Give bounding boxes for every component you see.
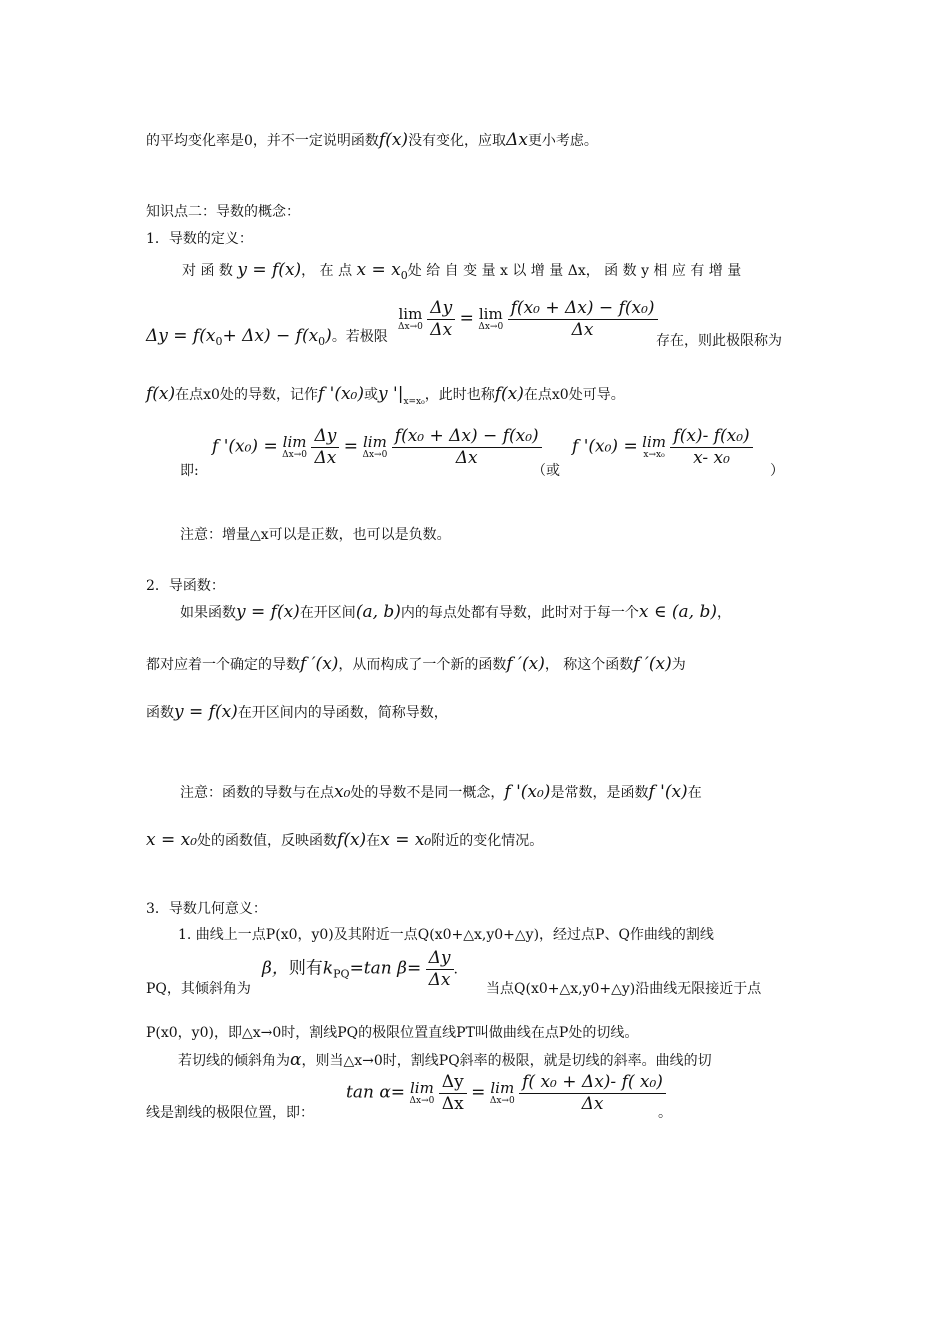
- math-fx: f(x): [146, 384, 176, 404]
- math: + Δx) − f(x: [222, 326, 319, 346]
- derivative-formula: f '(x₀) = lim Δx→0 $\frac{\Delta y}{\Delta x}$ = lim Δx→0 $\frac{\text{f(x₀ + Δx) − f(x₀)}}{\Delta x}$: [212, 428, 542, 467]
- math-fx: f(x): [494, 384, 524, 404]
- note-derivative-line-2: x = x₀处的函数值，反映函数f(x)在x = x₀附近的变化情况。: [146, 830, 544, 850]
- lim-3: lim Δx→0: [282, 433, 307, 460]
- geometric-line-2b: 当点Q(x0+△x,y0+△y)沿曲线无限接近于点: [486, 981, 762, 997]
- math-yprime: y '|: [378, 384, 404, 404]
- math-sub: 0: [400, 269, 408, 282]
- text: 更小考虑。: [527, 133, 598, 149]
- subheading-derivative-function: 2．导函数：: [146, 578, 225, 594]
- math: ): [325, 326, 332, 346]
- text: 在点x0处可导。: [523, 387, 625, 403]
- derivative-function-line-3: 函数y = f(x)在开区间内的导函数，简称导数，: [146, 702, 448, 722]
- lim-2: lim Δx→0: [478, 305, 504, 332]
- close-paren: ）: [770, 463, 784, 479]
- math-y-eq: y = f(x): [237, 260, 302, 280]
- subheading-definition: 1．导数的定义：: [146, 231, 253, 247]
- section-heading: 知识点二：导数的概念：: [146, 204, 300, 220]
- math-x-eq: [357, 260, 408, 280]
- tangent-formula: tan α= lim Δx→0 $\frac{\Delta y}{\Delta x}$ = lim Δx→0 $\frac{\text{f( x₀ + Δx)- f( x₀)}}{\Delta x}$: [346, 1074, 666, 1113]
- math-sub: x=x₀: [403, 397, 425, 407]
- paragraph-avg-rate: [146, 132, 598, 149]
- note-derivative-line-1: 注意：函数的导数与在点x₀处的导数不是同一概念，f '(x₀)是常数，是函数f '(x)在: [180, 782, 702, 802]
- period: 。: [658, 1105, 672, 1121]
- subheading-geometric: 3．导数几何意义：: [146, 901, 267, 917]
- text: 处 给 自 变 量 x 以 增 量 Δx， 函 数 y 相 应 有 增 量: [407, 263, 742, 279]
- math: Δy = f(x: [146, 326, 216, 346]
- geometric-line-4: 若切线的倾斜角为α，则当△x→0时，割线PQ斜率的极限，就是切线的斜率。曲线的切: [178, 1050, 712, 1070]
- limit-formula: lim Δx→0 $\frac{\Delta y}{\Delta x}$ = lim Δx→0 $\frac{\text{f(x₀ + Δx) − f(x₀)}}{\Delta x}$: [398, 300, 658, 339]
- text: 没有变化，应取: [408, 133, 507, 149]
- lim-1: lim Δx→0: [398, 305, 423, 332]
- math-dx: Δx: [506, 130, 528, 150]
- math-delta-y: $\Delta y = f(x_0+ \Delta x) - f(x_0)$: [146, 326, 332, 348]
- frac-dy-dx: $\frac{\Delta y}{\Delta x}$: [427, 300, 455, 339]
- lim-4: lim Δx→0: [362, 433, 388, 460]
- note-increment: 注意：增量△x可以是正数，也可以是负数。: [180, 527, 451, 543]
- text: 对 函 数: [182, 263, 233, 279]
- slope-formula: β，则有$k_{PQ}=\tan$ β= $\frac{\Delta y}{\Delta x}$ .: [262, 948, 458, 990]
- geometric-line-2a: PQ，其倾斜角为: [146, 981, 251, 997]
- geometric-line-1: 1. 曲线上一点P(x0，y0)及其附近一点Q(x0+△x,y0+△y)，经过点P、Q作曲线的割线: [178, 927, 714, 943]
- frac-main: $\frac{\text{f(x₀ + Δx) − f(x₀)}}{\Delta x}$: [508, 300, 658, 339]
- alt-derivative-formula: f '(x₀) = lim x→x₀ $\frac{\text{f(x)- f(x₀)}}{\text{x- x₀}}$: [572, 428, 753, 467]
- geometric-line-5: 线是割线的极限位置，即：: [146, 1105, 314, 1121]
- text: 。若极限: [331, 329, 388, 345]
- delta-y-line: [146, 328, 388, 347]
- derivative-function-line-1: 如果函数y = f(x)在开区间(a, b)内的每点处都有导数，此时对于每一个x ∈ (a, b)，: [180, 602, 731, 622]
- geometric-line-3: P(x0，y0)，即△x→0时，割线PQ的极限位置直线PT叫做曲线在点P处的切线。: [146, 1025, 639, 1041]
- or-open: （或: [532, 463, 560, 479]
- ji-label: 即:: [180, 463, 199, 479]
- text: ， 在 点: [301, 263, 353, 279]
- lim-5: lim x→x₀: [642, 433, 666, 460]
- definition-line: [182, 262, 741, 281]
- math-fx: f(x): [378, 130, 409, 150]
- math-x: x = x: [356, 260, 401, 280]
- derivative-function-line-2: 都对应着一个确定的导数f ′(x)，从而构成了一个新的函数f ′(x)， 称这个函数f ′(x)为: [146, 654, 686, 674]
- text: 或: [364, 387, 379, 403]
- exists-text: 存在，则此极限称为: [656, 333, 782, 349]
- text: 的平均变化率是0，并不一定说明函数: [146, 133, 379, 149]
- text: ，此时也称: [424, 387, 495, 403]
- math-fprime: f '(x₀): [317, 384, 365, 404]
- text: 在点x0处的导数，记作: [175, 387, 318, 403]
- derivative-notation-line: [146, 386, 625, 407]
